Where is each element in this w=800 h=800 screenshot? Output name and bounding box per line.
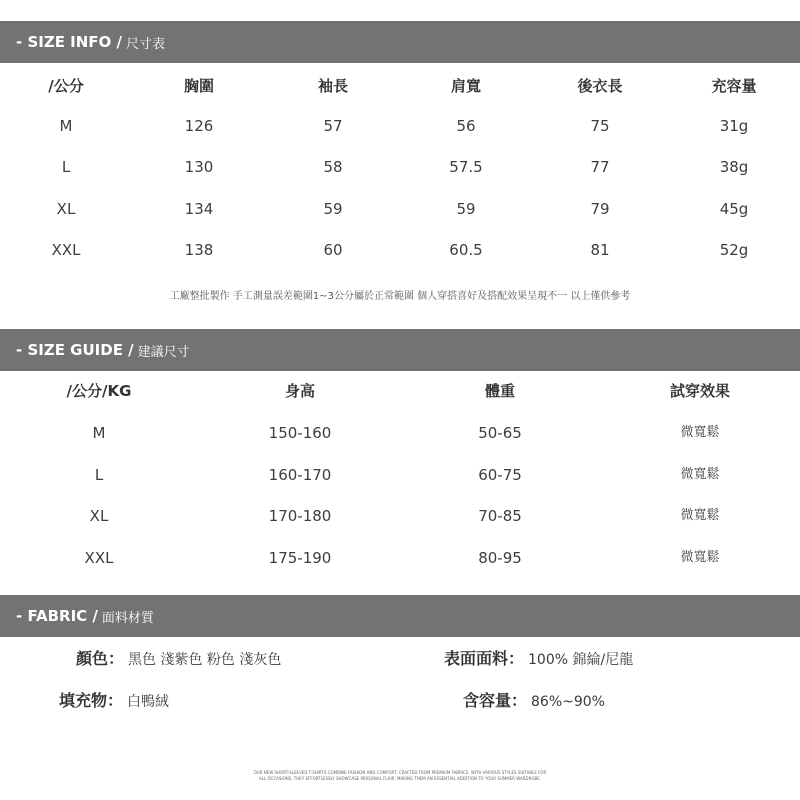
fill-cell: 52g bbox=[719, 241, 749, 259]
down-value: 86%~90% bbox=[531, 694, 605, 710]
size-info-col-unit: /公分 bbox=[48, 77, 84, 95]
footer-blurb bbox=[0, 770, 800, 782]
size-info-col-length: 後衣長 bbox=[577, 77, 623, 95]
shoulder-cell: 59 bbox=[456, 200, 476, 218]
shoulder-cell: 57.5 bbox=[449, 158, 483, 176]
table-row bbox=[0, 147, 800, 187]
chest-cell: 134 bbox=[184, 200, 214, 218]
table-row bbox=[0, 230, 800, 270]
sleeve-cell: 59 bbox=[323, 200, 343, 218]
size-cell: XL bbox=[89, 507, 109, 525]
fit-cell: 微寬鬆 bbox=[680, 425, 720, 440]
fill-cell: 45g bbox=[719, 200, 749, 218]
table-row bbox=[0, 455, 800, 495]
size-cell: XXL bbox=[51, 241, 81, 259]
filling-label: 填充物： bbox=[59, 691, 124, 710]
fit-cell: 微寬鬆 bbox=[680, 508, 720, 523]
size-cell: L bbox=[94, 466, 104, 484]
table-row bbox=[0, 413, 800, 453]
fit-cell: 微寬鬆 bbox=[680, 467, 720, 482]
fabric-down-content bbox=[463, 688, 605, 711]
size-guide-col-fit: 試穿效果 bbox=[669, 382, 731, 400]
material-label: 表面面料： bbox=[444, 649, 525, 668]
length-cell: 79 bbox=[590, 200, 610, 218]
size-guide-title-zh: 建議尺寸 bbox=[137, 344, 190, 360]
size-info-col-shoulder: 肩寬 bbox=[450, 77, 482, 95]
fabric-title-zh: 面料材質 bbox=[101, 610, 154, 626]
size-guide-title-en: - SIZE GUIDE / bbox=[16, 341, 134, 359]
measurement-note: 工廠整批製作 手工測量誤差範圍1~3公分屬於正常範圍 個人穿搭喜好及搭配效果呈現不一 以上僅供參考 bbox=[169, 291, 631, 302]
size-guide-col-unit: /公分/KG bbox=[66, 382, 132, 400]
size-guide-header-row bbox=[0, 371, 800, 411]
sleeve-cell: 58 bbox=[323, 158, 343, 176]
height-cell: 150-160 bbox=[268, 424, 332, 442]
size-cell: XXL bbox=[84, 549, 114, 567]
size-cell: XL bbox=[56, 200, 76, 218]
filling-value: 白鴨絨 bbox=[127, 694, 170, 710]
table-row bbox=[0, 496, 800, 536]
table-row bbox=[0, 106, 800, 146]
weight-cell: 70-85 bbox=[478, 507, 522, 525]
fit-cell: 微寬鬆 bbox=[680, 550, 720, 565]
size-info-col-fill: 充容量 bbox=[711, 77, 757, 95]
fill-cell: 38g bbox=[719, 158, 749, 176]
footer-line-2: ALL OCCASIONS, THEY EFFORTLESSLY SHOWCASE PERSONAL FLAIR, MAKING THEM AN ESSENTIAL ADDITION TO YOUR SUMMER WARDROBE. bbox=[258, 776, 542, 781]
weight-cell: 80-95 bbox=[478, 549, 522, 567]
sleeve-cell: 57 bbox=[323, 117, 343, 135]
size-cell: M bbox=[59, 117, 73, 135]
fabric-header-bar bbox=[0, 595, 800, 637]
size-guide-header-bar bbox=[0, 329, 800, 371]
size-info-col-chest: 胸圍 bbox=[183, 77, 215, 95]
shoulder-cell: 56 bbox=[456, 117, 476, 135]
fabric-filling bbox=[59, 688, 169, 711]
length-cell: 77 bbox=[590, 158, 610, 176]
weight-cell: 50-65 bbox=[478, 424, 522, 442]
shoulder-cell: 60.5 bbox=[449, 241, 483, 259]
material-value: 100% 錦綸/尼龍 bbox=[528, 652, 634, 668]
size-cell: M bbox=[92, 424, 106, 442]
color-label: 顏色： bbox=[76, 649, 125, 668]
size-info-col-sleeve: 袖長 bbox=[317, 77, 349, 95]
table-row bbox=[0, 538, 800, 578]
size-info-header-row bbox=[0, 66, 800, 106]
size-cell: L bbox=[61, 158, 71, 176]
size-info-header-bar bbox=[0, 21, 800, 63]
height-cell: 160-170 bbox=[268, 466, 332, 484]
fill-cell: 31g bbox=[719, 117, 749, 135]
fabric-color bbox=[76, 646, 281, 669]
color-value: 黑色 淺紫色 粉色 淺灰色 bbox=[128, 652, 282, 668]
length-cell: 75 bbox=[590, 117, 610, 135]
height-cell: 170-180 bbox=[268, 507, 332, 525]
size-guide-col-weight: 體重 bbox=[484, 382, 516, 400]
weight-cell: 60-75 bbox=[478, 466, 522, 484]
table-row bbox=[0, 189, 800, 229]
sleeve-cell: 60 bbox=[323, 241, 343, 259]
height-cell: 175-190 bbox=[268, 549, 332, 567]
size-guide-col-height: 身高 bbox=[284, 382, 316, 400]
size-info-title-en: - SIZE INFO / bbox=[16, 33, 123, 51]
fabric-title-en: - FABRIC / bbox=[16, 607, 98, 625]
size-info-title-zh: 尺寸表 bbox=[126, 36, 166, 52]
down-label: 含容量： bbox=[463, 691, 528, 710]
chest-cell: 130 bbox=[184, 158, 214, 176]
footer-line-1: OUR NEW SHORT-SLEEVED T-SHIRTS COMBINE FASHION AND COMFORT, CRAFTED FROM PREMIUM FABRICS. WITH VARIOUS STYLES SUITABLE FOR bbox=[253, 770, 547, 775]
fabric-material bbox=[444, 646, 633, 669]
chest-cell: 126 bbox=[184, 117, 214, 135]
chest-cell: 138 bbox=[184, 241, 214, 259]
length-cell: 81 bbox=[590, 241, 610, 259]
